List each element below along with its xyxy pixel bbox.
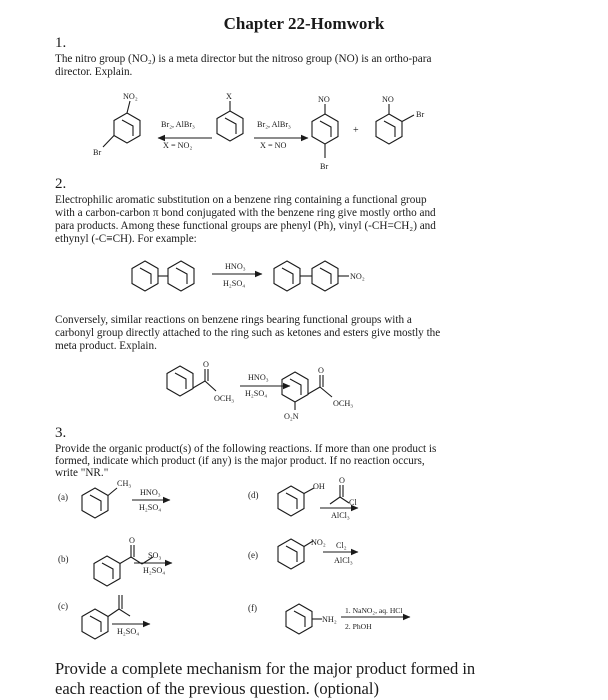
q1-ortho-product-ring: [376, 104, 414, 144]
q3f-amine: NH₂: [322, 615, 337, 624]
methyl-nitrobenzoate-product: [282, 372, 332, 410]
q3a-methyl: CH₃: [117, 479, 132, 488]
q1-p1-br-label: Br: [320, 162, 329, 171]
q2-s2-o2n-label: O₂N: [284, 412, 299, 421]
q1-x-label: X: [226, 92, 232, 101]
methyl-benzoate-reactant: [167, 366, 216, 396]
nitrobiphenyl-product: [274, 261, 349, 291]
q1-arrow2-reagent: Br₂, AlBr₃: [257, 120, 291, 129]
q1-p1-nitroso-label: NO: [318, 95, 330, 104]
q2-text-line: Electrophilic aromatic substitution on a benzene ring containing a functional group: [55, 194, 427, 206]
q1-br-label: Br: [93, 148, 102, 157]
q3d-label: (d): [248, 490, 259, 500]
q2-s2-och3-2: OCH₃: [333, 399, 354, 408]
q3f-step1: 1. NaNO₂, aq. HCl: [345, 606, 403, 615]
q2-text-line: Conversely, similar reactions on benzene rings bearing functional groups with a: [55, 314, 412, 326]
q3b-label: (b): [58, 554, 69, 564]
q1-para-product-ring: [312, 104, 338, 158]
q2-s1-acid: H₂SO₄: [223, 279, 246, 288]
q3c-acid: H₂SO₄: [117, 627, 140, 636]
nitrobenzene: [278, 539, 313, 569]
q3f-step2: 2. PhOH: [345, 622, 372, 631]
q3-text-line: Provide the organic product(s) of the following reactions. If more than one product is: [55, 443, 437, 455]
q3-text-line: formed, indicate which product (if any) is the major product. If no reaction occurs,: [55, 455, 425, 467]
q3b-reagent: SO₃: [148, 551, 162, 560]
q3b-acid: H₂SO₄: [143, 566, 166, 575]
q3d-catalyst: AlCl₃: [331, 511, 350, 520]
q2-text-line: with a carbon-carbon π bond conjugated with the benzene ring give mostly ortho and: [55, 207, 436, 219]
q3d-oh: OH: [313, 482, 325, 491]
q1-arrow1-reagent: Br₂, AlBr₃: [161, 120, 195, 129]
q1-text-line2: director. Explain.: [55, 66, 133, 78]
q3c-label: (c): [58, 601, 68, 611]
footer-line1: Provide a complete mechanism for the major product formed in: [55, 659, 476, 678]
q1-p2-nitroso-label: NO: [382, 95, 394, 104]
q1-p2-br-label: Br: [416, 110, 425, 119]
acetyl-chloride: [330, 485, 349, 504]
q3-text-line: write "NR.": [55, 467, 109, 479]
q1-text-line1: The nitro group (NO₂) is a meta director but the nitroso group (NO) is an ortho-para: [55, 53, 432, 65]
q2-s2-reagent: HNO₃: [248, 373, 269, 382]
q3a-label: (a): [58, 492, 68, 502]
q2-s2-o1: O: [203, 360, 209, 369]
q2-text-line: para products. Among these functional groups are phenyl (Ph), vinyl (-CH=CH₂) and: [55, 220, 436, 232]
q3e-catalyst: AlCl₃: [334, 556, 353, 565]
q3d-chlorine: Cl: [349, 498, 357, 507]
q2-s2-och3-1: OCH₃: [214, 394, 235, 403]
q1-arrow2-condition: X = NO: [260, 141, 287, 150]
q2-s2-acid: H₂SO₄: [245, 389, 268, 398]
phenol: [278, 486, 314, 516]
q2-s2-o2: O: [318, 366, 324, 375]
q2-s1-nitro-label: NO₂: [350, 272, 365, 281]
q3f-label: (f): [248, 603, 257, 613]
q1-number: 1.: [55, 35, 67, 51]
q3a-reagent: HNO₃: [140, 488, 161, 497]
q1-nitro-label: NO₂: [123, 92, 138, 101]
q1-plus-sign: +: [353, 125, 359, 136]
q3-number: 3.: [55, 425, 67, 441]
q1-left-benzene-ring: [103, 101, 140, 147]
footer-line2: each reaction of the previous question. (optional): [55, 679, 379, 698]
q3e-label: (e): [248, 550, 258, 560]
page-title: Chapter 22-Homwork: [223, 14, 385, 33]
q3b-oxygen: O: [129, 536, 135, 545]
q3d-oxygen: O: [339, 476, 345, 485]
toluene: [82, 488, 117, 518]
q2-number: 2.: [55, 176, 67, 192]
q1-arrow1-condition: X = NO₂: [163, 141, 193, 150]
q2-text-line: ethynyl (-C≡CH). For example:: [55, 233, 197, 245]
q2-text-line: meta product. Explain.: [55, 340, 157, 352]
q3e-reagent: Cl₂: [336, 541, 347, 550]
biphenyl-reactant: [132, 261, 194, 291]
q1-center-benzene-ring: [217, 101, 243, 141]
q2-s1-reagent: HNO₃: [225, 262, 246, 271]
q3e-nitro: NO₂: [311, 538, 326, 547]
aniline: [286, 604, 322, 634]
q2-text-line: carbonyl group directly attached to the ring such as ketones and esters give mostly the: [55, 327, 441, 339]
q3a-acid: H₂SO₄: [139, 503, 162, 512]
